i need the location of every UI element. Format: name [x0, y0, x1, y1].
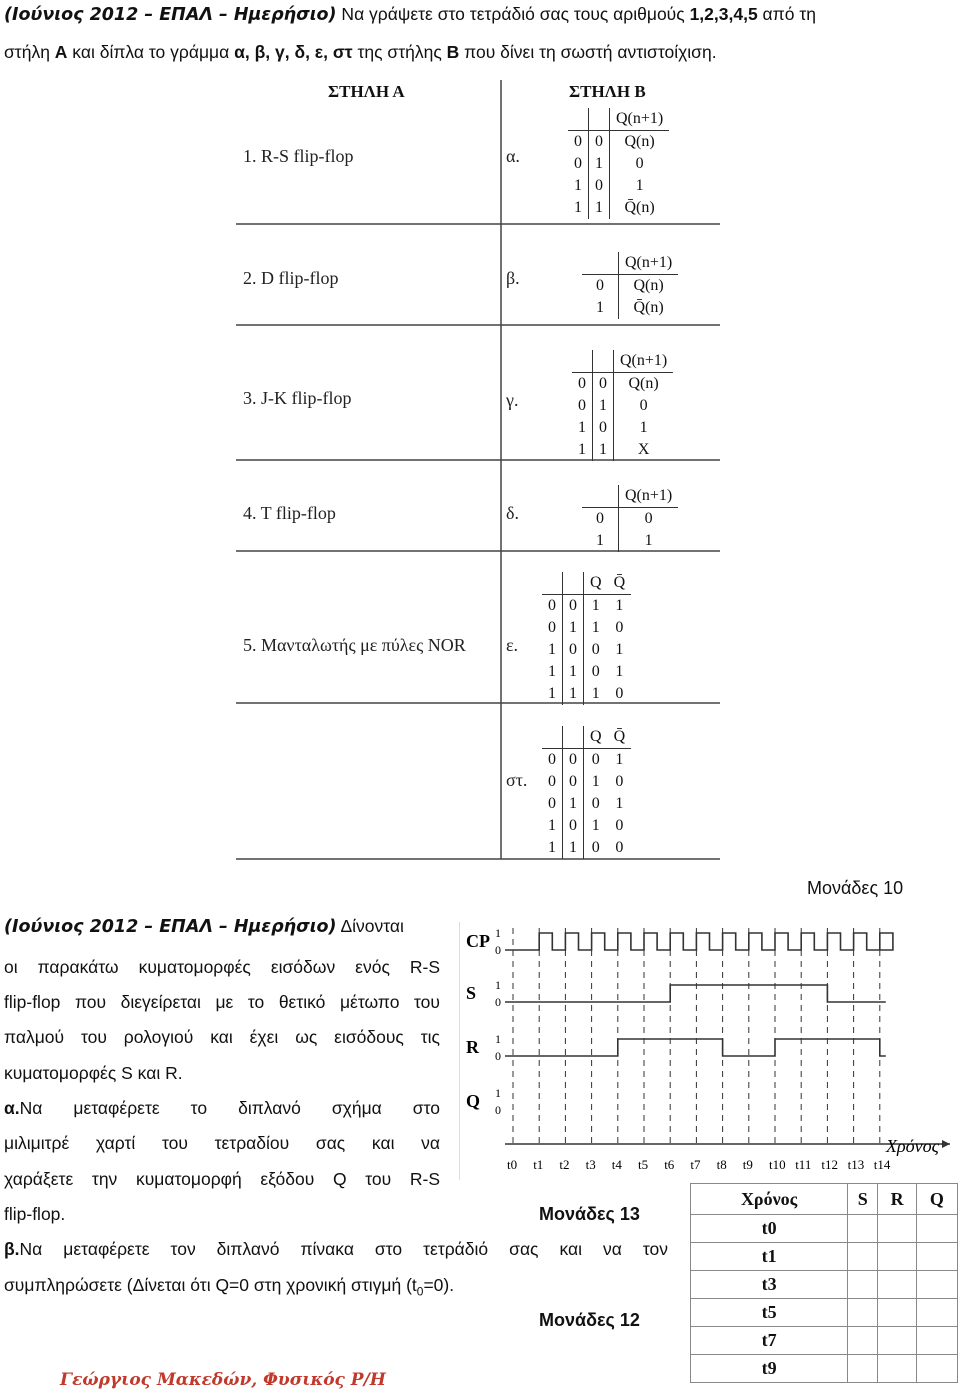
q2-source-tag: (Ιούνιος 2012 – ΕΠΑΛ – Ημερήσιο) [4, 917, 337, 937]
table-row: t5 [691, 1299, 958, 1327]
time-tick-label: t5 [638, 1157, 649, 1172]
level-label-low: 0 [495, 1049, 501, 1063]
time-tick-label: t0 [507, 1157, 518, 1172]
signal-label: CP [466, 931, 490, 951]
col-a-item-3: 3. J-K flip-flop [243, 388, 352, 408]
level-label-low: 0 [495, 1103, 501, 1117]
time-tick-label: t7 [690, 1157, 701, 1172]
truth-table-gamma: Q(n+1) 0 0 Q(n) 0 1 0 1 0 1 1 1 X [572, 350, 673, 461]
rs-table-header-q: Q [916, 1184, 957, 1215]
time-axis-label: Χρόνος [886, 1136, 939, 1156]
q1-line2: στήλη Α και δίπλα το γράμμα α, β, γ, δ, ε, στ της στήλης Β που δίνει τη σωστή αντιστοίχιση. [4, 42, 717, 62]
level-label-high: 1 [495, 1032, 501, 1046]
rs-table-header-time: Χρόνος [691, 1184, 848, 1215]
time-axis-arrow [942, 1140, 950, 1148]
table-row: t0 [691, 1215, 958, 1243]
truth-table-st: Q Q̄ 0 0 0 1 0 0 1 0 0 1 0 1 1 0 1 0 1 1 0 0 [542, 726, 631, 859]
q2-marks-b: Μονάδες 12 [539, 1310, 640, 1330]
q2-line3: flip-flop που διεγείρεται με το θετικό μέτωπο του [4, 992, 440, 1012]
col-a-item-2: 2. D flip-flop [243, 268, 339, 288]
q2-line8: χαράξετε την κυματομορφή εξόδου Q του R-S [4, 1169, 440, 1189]
q2-line2: οι παρακάτω κυματομορφές εισόδων ενός R-S [4, 957, 440, 977]
col-a-item-4: 4. T flip-flop [243, 503, 336, 523]
q2-b-line1: β. Να μεταφέρετε τον διπλανό πίνακα στο τετράδιό σας και να τον [4, 1239, 668, 1259]
time-tick-label: t10 [769, 1157, 786, 1172]
q1-marks: Μονάδες 10 [807, 878, 904, 898]
col-b-letter-delta: δ. [506, 503, 519, 523]
col-b-letter-gamma: γ. [506, 390, 519, 410]
rs-table-header-s: S [848, 1184, 878, 1215]
truth-table-alpha: Q(n+1) 0 0 Q(n) 0 1 0 1 0 1 1 1 Q̄(n) [568, 108, 669, 219]
q2-line4: παλμού του ρολογιού και έχει ως εισόδους τις [4, 1027, 440, 1047]
col-b-letter-st: στ. [506, 770, 528, 790]
time-tick-label: t9 [742, 1157, 753, 1172]
waveform-figure [459, 922, 960, 1180]
signal-label: Q [466, 1091, 481, 1111]
table-row: t7 [691, 1327, 958, 1355]
time-tick-label: t11 [795, 1157, 812, 1172]
waveform-svg [460, 922, 960, 1180]
rs-table-header-r: R [878, 1184, 916, 1215]
time-tick-label: t4 [611, 1157, 622, 1172]
footer-author: Γεώργιος Μακεδών, Φυσικός Ρ/Η [60, 1370, 386, 1390]
cp-waveform [505, 933, 893, 950]
col-b-letter-beta: β. [506, 268, 520, 288]
time-tick-label: t14 [873, 1157, 891, 1172]
col-a-header: ΣΤΗΛΗ Α [328, 82, 405, 101]
time-tick-label: t6 [664, 1157, 675, 1172]
rs-table-header-row [691, 1184, 958, 1215]
col-a-item-1: 1. R-S flip-flop [243, 146, 354, 166]
table-row: t3 [691, 1271, 958, 1299]
q2-line1: (Ιούνιος 2012 – ΕΠΑΛ – Ημερήσιο) Δίνονται [4, 916, 404, 937]
q2-b-line2: συμπληρώσετε (Δίνεται ότι Q=0 στη χρονική στιγμή $(t_0=0)$. [4, 1275, 455, 1299]
r-waveform [505, 1039, 886, 1056]
truth-table-epsilon: Q Q̄ 0 0 1 1 0 1 1 0 1 0 0 1 1 1 0 1 1 1 1 0 [542, 572, 631, 705]
q2-line6: α. Να μεταφέρετε το διπλανό σχήμα στο [4, 1098, 440, 1118]
q2-line7: μιλιμιτρέ χαρτί του τετραδίου σας και να [4, 1133, 440, 1153]
level-label-high: 1 [495, 926, 501, 940]
q2-line5: κυματομορφές S και R. [4, 1063, 183, 1083]
signal-label: S [466, 983, 477, 1003]
col-b-letter-alpha: α. [506, 146, 520, 166]
truth-table-beta: Q(n+1) 0 Q(n) 1 Q̄(n) [582, 252, 678, 319]
q1-source-tag: (Ιούνιος 2012 – ΕΠΑΛ – Ημερήσιο) [4, 5, 337, 25]
rs-fill-table [690, 1183, 958, 1383]
time-tick-label: t1 [533, 1157, 544, 1172]
time-tick-label: t13 [847, 1157, 865, 1172]
table-row: t1 [691, 1243, 958, 1271]
q1-line1: (Ιούνιος 2012 – ΕΠΑΛ – Ημερήσιο) Να γράψετε στο τετράδιό σας τους αριθμούς 1,2,3,4,5 από τη [4, 4, 816, 25]
q2-marks-a: Μονάδες 13 [539, 1204, 640, 1224]
time-tick-label: t8 [716, 1157, 727, 1172]
col-b-header: ΣΤΗΛΗ Β [569, 82, 646, 101]
col-a-item-5: 5. Μανταλωτής με πύλες NOR [243, 635, 466, 655]
truth-table-delta: Q(n+1) 0 0 1 1 [582, 485, 678, 552]
level-label-high: 1 [495, 978, 501, 992]
level-label-low: 0 [495, 995, 501, 1009]
q2-line9: flip-flop. [4, 1204, 66, 1224]
s-waveform [505, 985, 886, 1002]
signal-label: R [466, 1037, 479, 1057]
col-b-letter-epsilon: ε. [506, 635, 519, 655]
table-row: t9 [691, 1355, 958, 1383]
time-tick-label: t2 [559, 1157, 570, 1172]
time-tick-label: t12 [821, 1157, 839, 1172]
level-label-low: 0 [495, 943, 501, 957]
level-label-high: 1 [495, 1086, 501, 1100]
time-tick-label: t3 [585, 1157, 596, 1172]
